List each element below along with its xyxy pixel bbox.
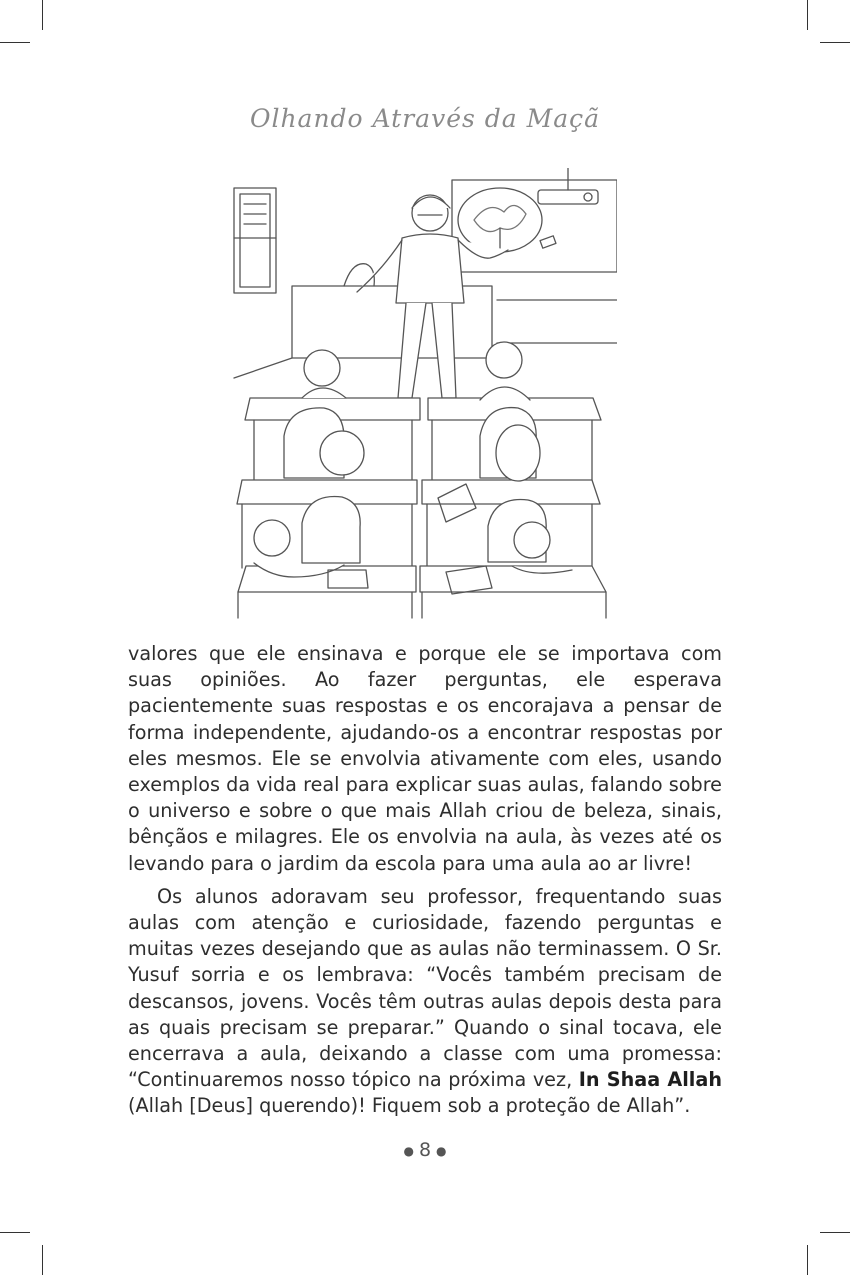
classroom-illustration xyxy=(232,168,617,620)
crop-mark xyxy=(820,42,850,43)
page-number xyxy=(0,1139,850,1161)
paragraph-text: (Allah [Deus] querendo)! Fiquem sob a proteção de Allah”. xyxy=(128,1094,691,1118)
crop-mark xyxy=(807,1245,808,1275)
bullet-icon: ● xyxy=(403,1143,414,1158)
paragraph xyxy=(128,884,722,1120)
crop-mark xyxy=(820,1232,850,1233)
page-number-value: 8 xyxy=(418,1139,432,1161)
crop-mark xyxy=(42,1245,43,1275)
crop-mark xyxy=(0,42,30,43)
crop-mark xyxy=(807,0,808,30)
paragraph-text: Os alunos adoravam seu professor, frequentando suas aulas com atenção e curiosidade, fazendo perguntas e muitas vezes desejando que as aulas não terminassem. O Sr. Yusuf sorria e os lembrava: “Vocês também precisam de descansos, jovens. Vocês têm outras aulas depois desta para as quais precisam se preparar.” Quando o sinal tocava, ele encerrava a aula, deixando a classe com uma promessa: “Continuaremos nosso tópico na próxima vez, xyxy=(128,884,722,1092)
projector xyxy=(538,168,598,204)
window xyxy=(234,188,276,293)
bullet-icon: ● xyxy=(436,1143,447,1158)
crop-mark xyxy=(0,1232,30,1233)
crop-mark xyxy=(42,0,43,30)
body-text xyxy=(128,641,722,1120)
paragraph: valores que ele ensinava e porque ele se importava com suas opiniões. Ao fazer perguntas, ele esperava pacientemente suas respostas e os encorajava a pensar de forma independente, ajudando-os a encontrar respostas por eles mesmos. Ele se envolvia ativamente com eles, usando exemplos da vida real para explicar suas aulas, falando sobre o universo e sobre o que mais Allah criou de beleza, sinais, bênçãos e milagres. Ele os envolvia na aula, às vezes até os levando para o jardim da escola para uma aula ao ar livre! xyxy=(128,642,722,875)
emphasis-text: In Shaa Allah xyxy=(578,1068,722,1092)
running-title: Olhando Através da Maçã xyxy=(249,104,601,133)
whiteboard xyxy=(452,180,617,272)
